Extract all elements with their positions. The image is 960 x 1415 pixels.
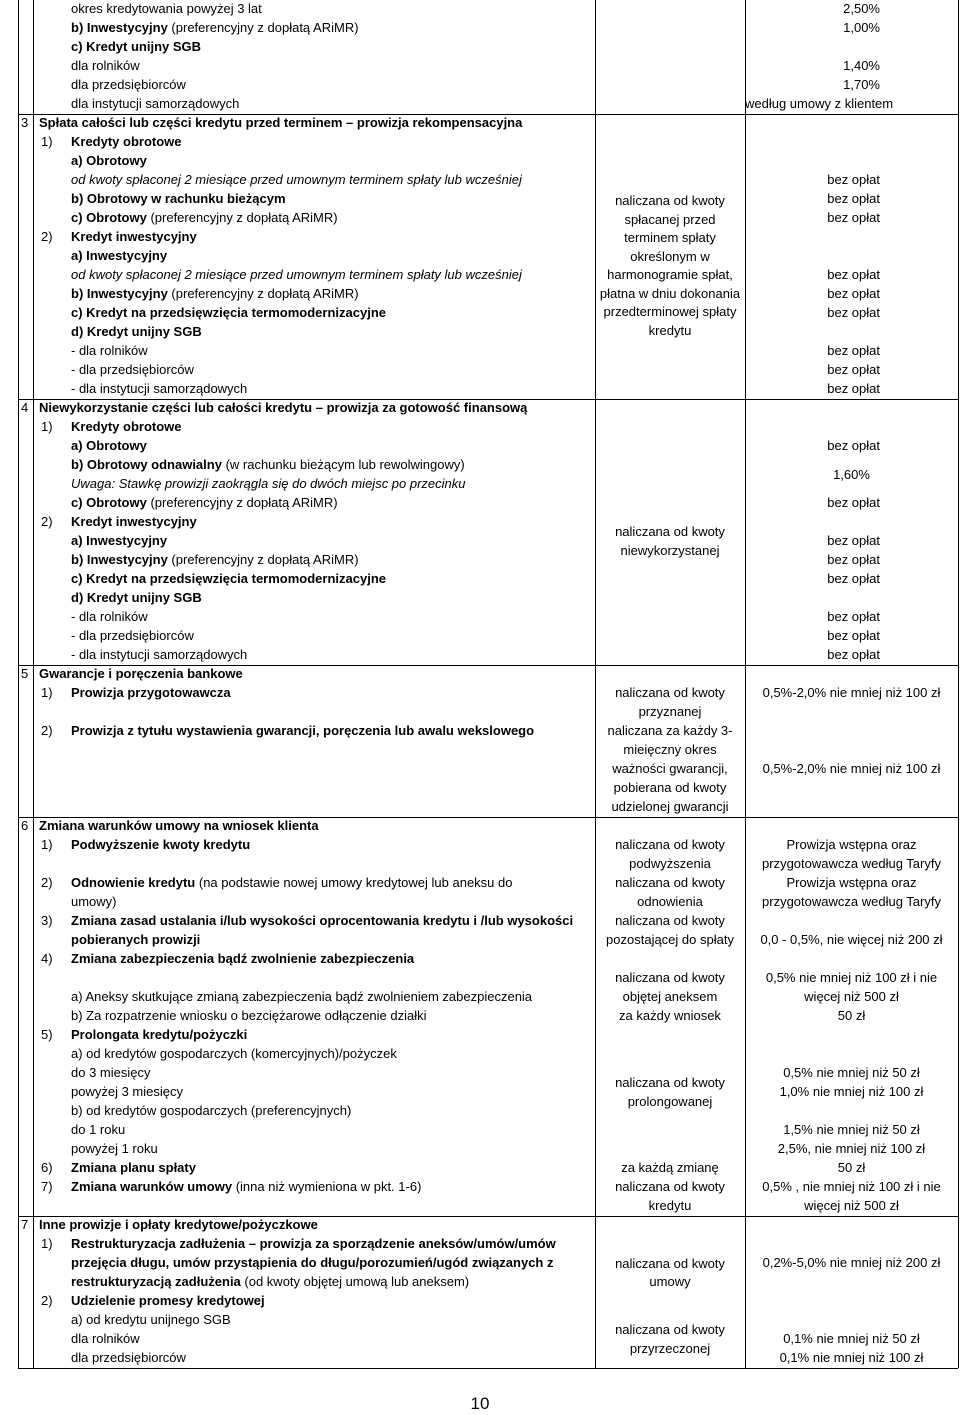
fee-value: 50 zł (837, 1008, 866, 1023)
item-label (71, 475, 466, 493)
label-part: - dla rolników (71, 609, 148, 624)
label-part: a) Aneksy skutkujące zmianą zabezpieczenia bądź zwolnieniem zabezpieczenia (71, 989, 533, 1004)
label-part: a) Inwestycyjny (71, 248, 168, 263)
label-part: przejęcia długu, umów przystąpienia do długu/porozumień/ugód związanych z (71, 1255, 554, 1270)
section-title (39, 1216, 318, 1234)
fee-value: 0,1% nie mniej niż 100 zł (779, 1350, 924, 1365)
label-part: - dla przedsiębiorców (71, 362, 194, 377)
charge-basis: naliczana od kwoty (615, 837, 725, 852)
label-part: Zmiana zasad ustalania i/lub wysokości oprocentowania kredytu i /lub wysokości (71, 913, 574, 928)
label-part: od kwoty spłaconej 2 miesiące przed umownym terminem spłaty lub wcześniej (71, 267, 522, 282)
item-label (71, 874, 512, 892)
item-label (71, 988, 532, 1006)
label-part: b) od kredytów gospodarczych (preferencyjnych) (71, 1103, 352, 1118)
label-part: umowy) (71, 894, 117, 909)
item-label (71, 38, 201, 56)
fee-value: więcej niż 500 zł (804, 1198, 899, 1213)
section-title (39, 114, 522, 132)
label-part: a) Obrotowy (71, 438, 147, 453)
fee-value: przygotowawcza według Taryfy (762, 856, 941, 871)
section-number: 7 (21, 1217, 29, 1232)
label-part: c) Kredyt na przedsięwzięcia termomodernizacyjne (71, 571, 386, 586)
fee-value: 0,5% , nie mniej niż 100 zł i nie (762, 1179, 941, 1194)
label-part: (preferencyjny z dopłatą ARiMR) (146, 210, 338, 225)
fee-value: 2,50% (843, 1, 880, 16)
item-label (71, 152, 147, 170)
label-part: b) Inwestycyjny (71, 286, 168, 301)
fee-value: bez opłat (827, 343, 880, 358)
charge-basis-line: kredytu (648, 322, 692, 338)
label-part: b) Inwestycyjny (71, 552, 168, 567)
fee-value: bez opłat (827, 267, 880, 282)
item-label (71, 342, 148, 360)
table-rule (18, 0, 19, 1368)
item-label (71, 171, 522, 189)
fee-value: 2,5%, nie mniej niż 100 zł (777, 1141, 926, 1156)
label-part: (na podstawie nowej umowy kredytowej lub aneksu do (195, 875, 513, 890)
charge-basis: pobierana od kwoty (613, 780, 727, 795)
label-part: pobieranych prowizji (71, 932, 201, 947)
fee-value: bez opłat (827, 286, 880, 301)
item-label (71, 836, 250, 854)
fee-value: 1,0% nie mniej niż 100 zł (779, 1084, 924, 1099)
item-label (71, 190, 286, 208)
charge-basis: udzielonej gwarancji (611, 799, 729, 814)
item-label (71, 0, 262, 18)
fee-value: 0,5% nie mniej niż 50 zł (783, 1065, 920, 1080)
item-label (71, 608, 148, 626)
label-part: (preferencyjny z dopłatą ARiMR) (167, 286, 359, 301)
item-number: 6) (41, 1160, 53, 1175)
label-part: (inna niż wymieniona w pkt. 1-6) (232, 1179, 422, 1194)
label-part: c) Kredyt unijny SGB (71, 39, 202, 54)
item-label (71, 1007, 427, 1025)
label-part: powyżej 3 miesięcy (71, 1084, 183, 1099)
charge-basis-merged (595, 192, 745, 340)
fee-value: bez opłat (827, 362, 880, 377)
label-part: Odnowienie kredytu (71, 875, 196, 890)
label-part: - dla przedsiębiorców (71, 628, 194, 643)
item-label (71, 323, 202, 341)
label-part: a) od kredytów gospodarczych (komercyjnych)/pożyczek (71, 1046, 397, 1061)
charge-basis: podwyższenia (629, 856, 711, 871)
section-title (39, 399, 527, 417)
item-label (71, 627, 194, 645)
label-part: a) od kredytu unijnego SGB (71, 1312, 231, 1327)
label-part: Kredyty obrotowe (71, 134, 182, 149)
label-part: Kredyty obrotowe (71, 419, 182, 434)
item-label (71, 380, 247, 398)
charge-basis-merged (595, 523, 745, 560)
label-part: (preferencyjny z dopłatą ARiMR) (167, 20, 359, 35)
item-label (71, 1235, 556, 1253)
label-part: b) Obrotowy odnawialny (71, 457, 222, 472)
charge-basis-line: harmonogramie spłat, (607, 267, 733, 282)
label-part: Zmiana warunków umowy (71, 1179, 233, 1194)
item-number: 1) (41, 837, 53, 852)
fee-value: bez opłat (827, 628, 880, 643)
section-title (39, 665, 243, 683)
label-part: Inne prowizje i opłaty kredytowe/pożyczkowe (39, 1217, 318, 1232)
label-part: Kredyt inwestycyjny (71, 514, 197, 529)
item-label (71, 931, 200, 949)
label-part: dla rolników (71, 58, 140, 73)
item-label (71, 1273, 469, 1291)
item-label (71, 19, 359, 37)
item-label (71, 646, 247, 664)
item-number: 2) (41, 723, 53, 738)
item-number: 1) (41, 134, 53, 149)
label-part: (preferencyjny z dopłatą ARiMR) (167, 552, 359, 567)
charge-basis: mieięczny okres (623, 742, 717, 757)
item-label (71, 912, 573, 930)
label-part: (od kwoty objętej umową lub aneksem) (240, 1274, 470, 1289)
item-label (71, 1026, 247, 1044)
label-part: Uwaga: Stawkę prowizji zaokrągla się do dwóch miejsc po przecinku (71, 476, 466, 491)
fee-value: bez opłat (827, 495, 880, 510)
label-part: b) Obrotowy w rachunku bieżącym (71, 191, 286, 206)
fee-value: bez opłat (827, 381, 880, 396)
label-part: (w rachunku bieżącym lub rewolwingowy) (221, 457, 465, 472)
fee-value: 0,2%-5,0% nie mniej niż 200 zł (762, 1255, 941, 1270)
label-part: Zmiana planu spłaty (71, 1160, 196, 1175)
item-label (71, 456, 465, 474)
item-label (71, 570, 386, 588)
charge-basis-merged (595, 1255, 745, 1292)
fee-value: Prowizja wstępna oraz (786, 837, 917, 852)
charge-basis: naliczana od kwoty (615, 970, 725, 985)
fee-value: Prowizja wstępna oraz (786, 875, 917, 890)
charge-basis-line: prolongowanej (627, 1093, 713, 1109)
fee-value: 50 zł (837, 1160, 866, 1175)
item-label (71, 1254, 554, 1272)
charge-basis: pozostającej do spłaty (606, 932, 734, 947)
fee-value: 0,0 - 0,5%, nie więcej niż 200 zł (760, 932, 943, 947)
label-part: powyżej 1 roku (71, 1141, 158, 1156)
item-label (71, 1292, 265, 1310)
item-label (71, 513, 197, 531)
label-part: Zmiana warunków umowy na wniosek klienta (39, 818, 319, 833)
fee-value: bez opłat (827, 172, 880, 187)
item-number: 1) (41, 419, 53, 434)
item-label (71, 76, 186, 94)
charge-basis: naliczana od kwoty (615, 1179, 725, 1194)
label-part: a) Inwestycyjny (71, 533, 168, 548)
charge-basis-line: płatna w dniu dokonania (599, 285, 741, 301)
fee-value: 1,40% (843, 58, 880, 73)
item-label (71, 893, 117, 911)
item-label (71, 209, 338, 227)
fee-value: przygotowawcza według Taryfy (762, 894, 941, 909)
item-number: 1) (41, 1236, 53, 1251)
charge-basis-line: spłacanej przed (624, 211, 716, 227)
table-rule (18, 1368, 958, 1369)
charge-basis: za każdą zmianę (621, 1160, 719, 1175)
label-part: do 1 roku (71, 1122, 126, 1137)
item-label (71, 266, 522, 284)
fee-value: bez opłat (827, 438, 880, 453)
label-part: Kredyt inwestycyjny (71, 229, 197, 244)
item-number: 3) (41, 913, 53, 928)
item-label (71, 494, 338, 512)
fee-value: więcej niż 500 zł (804, 989, 899, 1004)
charge-basis: naliczana od kwoty (615, 875, 725, 890)
item-label (71, 228, 197, 246)
item-label (71, 1140, 158, 1158)
charge-basis: ważności gwarancji, (612, 761, 728, 776)
label-part: dla przedsiębiorców (71, 1350, 186, 1365)
charge-basis: naliczana od kwoty (615, 913, 725, 928)
item-number: 2) (41, 229, 53, 244)
label-part: Prolongata kredytu/pożyczki (71, 1027, 248, 1042)
section-number: 3 (21, 115, 29, 130)
label-part: od kwoty spłaconej 2 miesiące przed umownym terminem spłaty lub wcześniej (71, 172, 522, 187)
item-label (71, 247, 167, 265)
fee-value-merged: 1,60% (833, 467, 870, 482)
label-part: - dla instytucji samorządowych (71, 647, 248, 662)
fee-value: bez opłat (827, 552, 880, 567)
charge-basis: przyznanej (638, 704, 702, 719)
fee-value: 1,00% (843, 20, 880, 35)
label-part: d) Kredyt unijny SGB (71, 324, 202, 339)
fee-value: 0,1% nie mniej niż 50 zł (783, 1331, 920, 1346)
charge-basis-merged (595, 1074, 745, 1111)
label-part: d) Kredyt unijny SGB (71, 590, 202, 605)
fee-value: 0,5%-2,0% nie mniej niż 100 zł (762, 761, 941, 776)
fee-value: 1,5% nie mniej niż 50 zł (783, 1122, 920, 1137)
item-label (71, 1349, 186, 1367)
label-part: - dla instytucji samorządowych (71, 381, 248, 396)
item-label (71, 1064, 150, 1082)
item-number: 2) (41, 875, 53, 890)
charge-basis-line: umowy (649, 1274, 691, 1289)
charge-basis: naliczana od kwoty (615, 685, 725, 700)
fee-value: 0,5% nie mniej niż 100 zł i nie (765, 970, 938, 985)
table-rule (958, 0, 959, 1368)
fee-value: bez opłat (827, 191, 880, 206)
item-number: 1) (41, 685, 53, 700)
charge-basis: objętej aneksem (622, 989, 718, 1004)
charge-basis: za każdy wniosek (619, 1008, 721, 1023)
label-part: Podwyższenie kwoty kredytu (71, 837, 251, 852)
fee-value: bez opłat (827, 571, 880, 586)
fee-value: bez opłat (827, 305, 880, 320)
fee-value: 1,70% (843, 77, 880, 92)
item-label (71, 1311, 231, 1329)
page-number: 10 (470, 1394, 490, 1413)
item-label (71, 532, 167, 550)
charge-basis-line: niewykorzystanej (620, 542, 720, 558)
label-part: Niewykorzystanie części lub całości kredytu – prowizja za gotowość finansową (39, 400, 528, 415)
item-label (71, 418, 182, 436)
charge-basis-line: naliczana od kwoty (615, 524, 725, 539)
fee-value: 0,5%-2,0% nie mniej niż 100 zł (762, 685, 941, 700)
charge-basis-line: naliczana od kwoty (615, 1255, 725, 1271)
item-label (71, 285, 359, 303)
section-number: 5 (21, 666, 29, 681)
label-part: Restrukturyzacja zadłużenia – prowizja za sporządzenie aneksów/umów/umów (71, 1236, 556, 1251)
label-part: Prowizja z tytułu wystawienia gwarancji, poręczenia lub awalu wekslowego (71, 723, 535, 738)
charge-basis: kredytu (648, 1198, 692, 1213)
item-number: 2) (41, 1293, 53, 1308)
label-part: Udzielenie promesy kredytowej (71, 1293, 265, 1308)
label-part: - dla rolników (71, 343, 148, 358)
item-label (71, 304, 386, 322)
label-part: c) Obrotowy (71, 210, 147, 225)
item-label (71, 950, 414, 968)
fee-value: bez opłat (827, 210, 880, 225)
charge-basis-line: naliczana od kwoty (615, 1075, 725, 1090)
item-label (71, 1045, 397, 1063)
charge-basis-line: terminem spłaty (624, 230, 716, 245)
label-part: c) Kredyt na przedsięwzięcia termomodernizacyjne (71, 305, 386, 320)
item-label (71, 1102, 351, 1120)
fee-value: bez opłat (827, 533, 880, 548)
charge-basis-line: przedterminowej spłaty (603, 304, 737, 319)
label-part: Gwarancje i poręczenia bankowe (39, 666, 243, 681)
item-number: 7) (41, 1179, 53, 1194)
label-part: c) Obrotowy (71, 495, 147, 510)
item-label (71, 133, 182, 151)
charge-basis-line: naliczana od kwoty (615, 193, 725, 208)
item-label (71, 1178, 421, 1196)
label-part: Zmiana zabezpieczenia bądź zwolnienie zabezpieczenia (71, 951, 415, 966)
item-label (71, 589, 202, 607)
label-part: dla przedsiębiorców (71, 77, 186, 92)
item-label (71, 437, 147, 455)
label-part: Spłata całości lub części kredytu przed terminem – prowizja rekompensacyjna (39, 115, 523, 130)
fee-value: bez opłat (827, 609, 880, 624)
item-label (71, 722, 534, 740)
item-label (71, 57, 140, 75)
section-title (39, 817, 319, 835)
label-part: a) Obrotowy (71, 153, 147, 168)
item-label (71, 1121, 125, 1139)
item-label (71, 1083, 183, 1101)
item-number: 4) (41, 951, 53, 966)
item-label (71, 361, 194, 379)
label-part: dla rolników (71, 1331, 140, 1346)
charge-basis: naliczana za każdy 3- (607, 723, 733, 738)
label-part: restrukturyzacją zadłużenia (71, 1274, 241, 1289)
label-part: b) Inwestycyjny (71, 20, 168, 35)
label-part: dla instytucji samorządowych (71, 96, 240, 111)
item-number: 2) (41, 514, 53, 529)
item-label (71, 551, 359, 569)
section-number: 6 (21, 818, 29, 833)
charge-basis: odnowienia (637, 894, 703, 909)
item-label (71, 1330, 140, 1348)
item-label (71, 95, 239, 113)
charge-basis-line: określonym w (630, 248, 710, 264)
label-part: okres kredytowania powyżej 3 lat (71, 1, 262, 16)
item-label (71, 684, 231, 702)
label-part: (preferencyjny z dopłatą ARiMR) (146, 495, 338, 510)
item-number: 5) (41, 1027, 53, 1042)
section-number: 4 (21, 400, 29, 415)
fee-value: według umowy z klientem (745, 96, 894, 111)
table-rule (33, 0, 34, 1368)
charge-basis-line: naliczana od kwoty (615, 1322, 725, 1337)
label-part: do 3 miesięcy (71, 1065, 151, 1080)
label-part: Prowizja przygotowawcza (71, 685, 231, 700)
fee-value: bez opłat (827, 647, 880, 662)
charge-basis-line: przyrzeczonej (629, 1340, 711, 1356)
item-label (71, 1159, 196, 1177)
label-part: b) Za rozpatrzenie wniosku o bezciężarowe odłączenie działki (71, 1008, 427, 1023)
charge-basis-merged (595, 1321, 745, 1358)
